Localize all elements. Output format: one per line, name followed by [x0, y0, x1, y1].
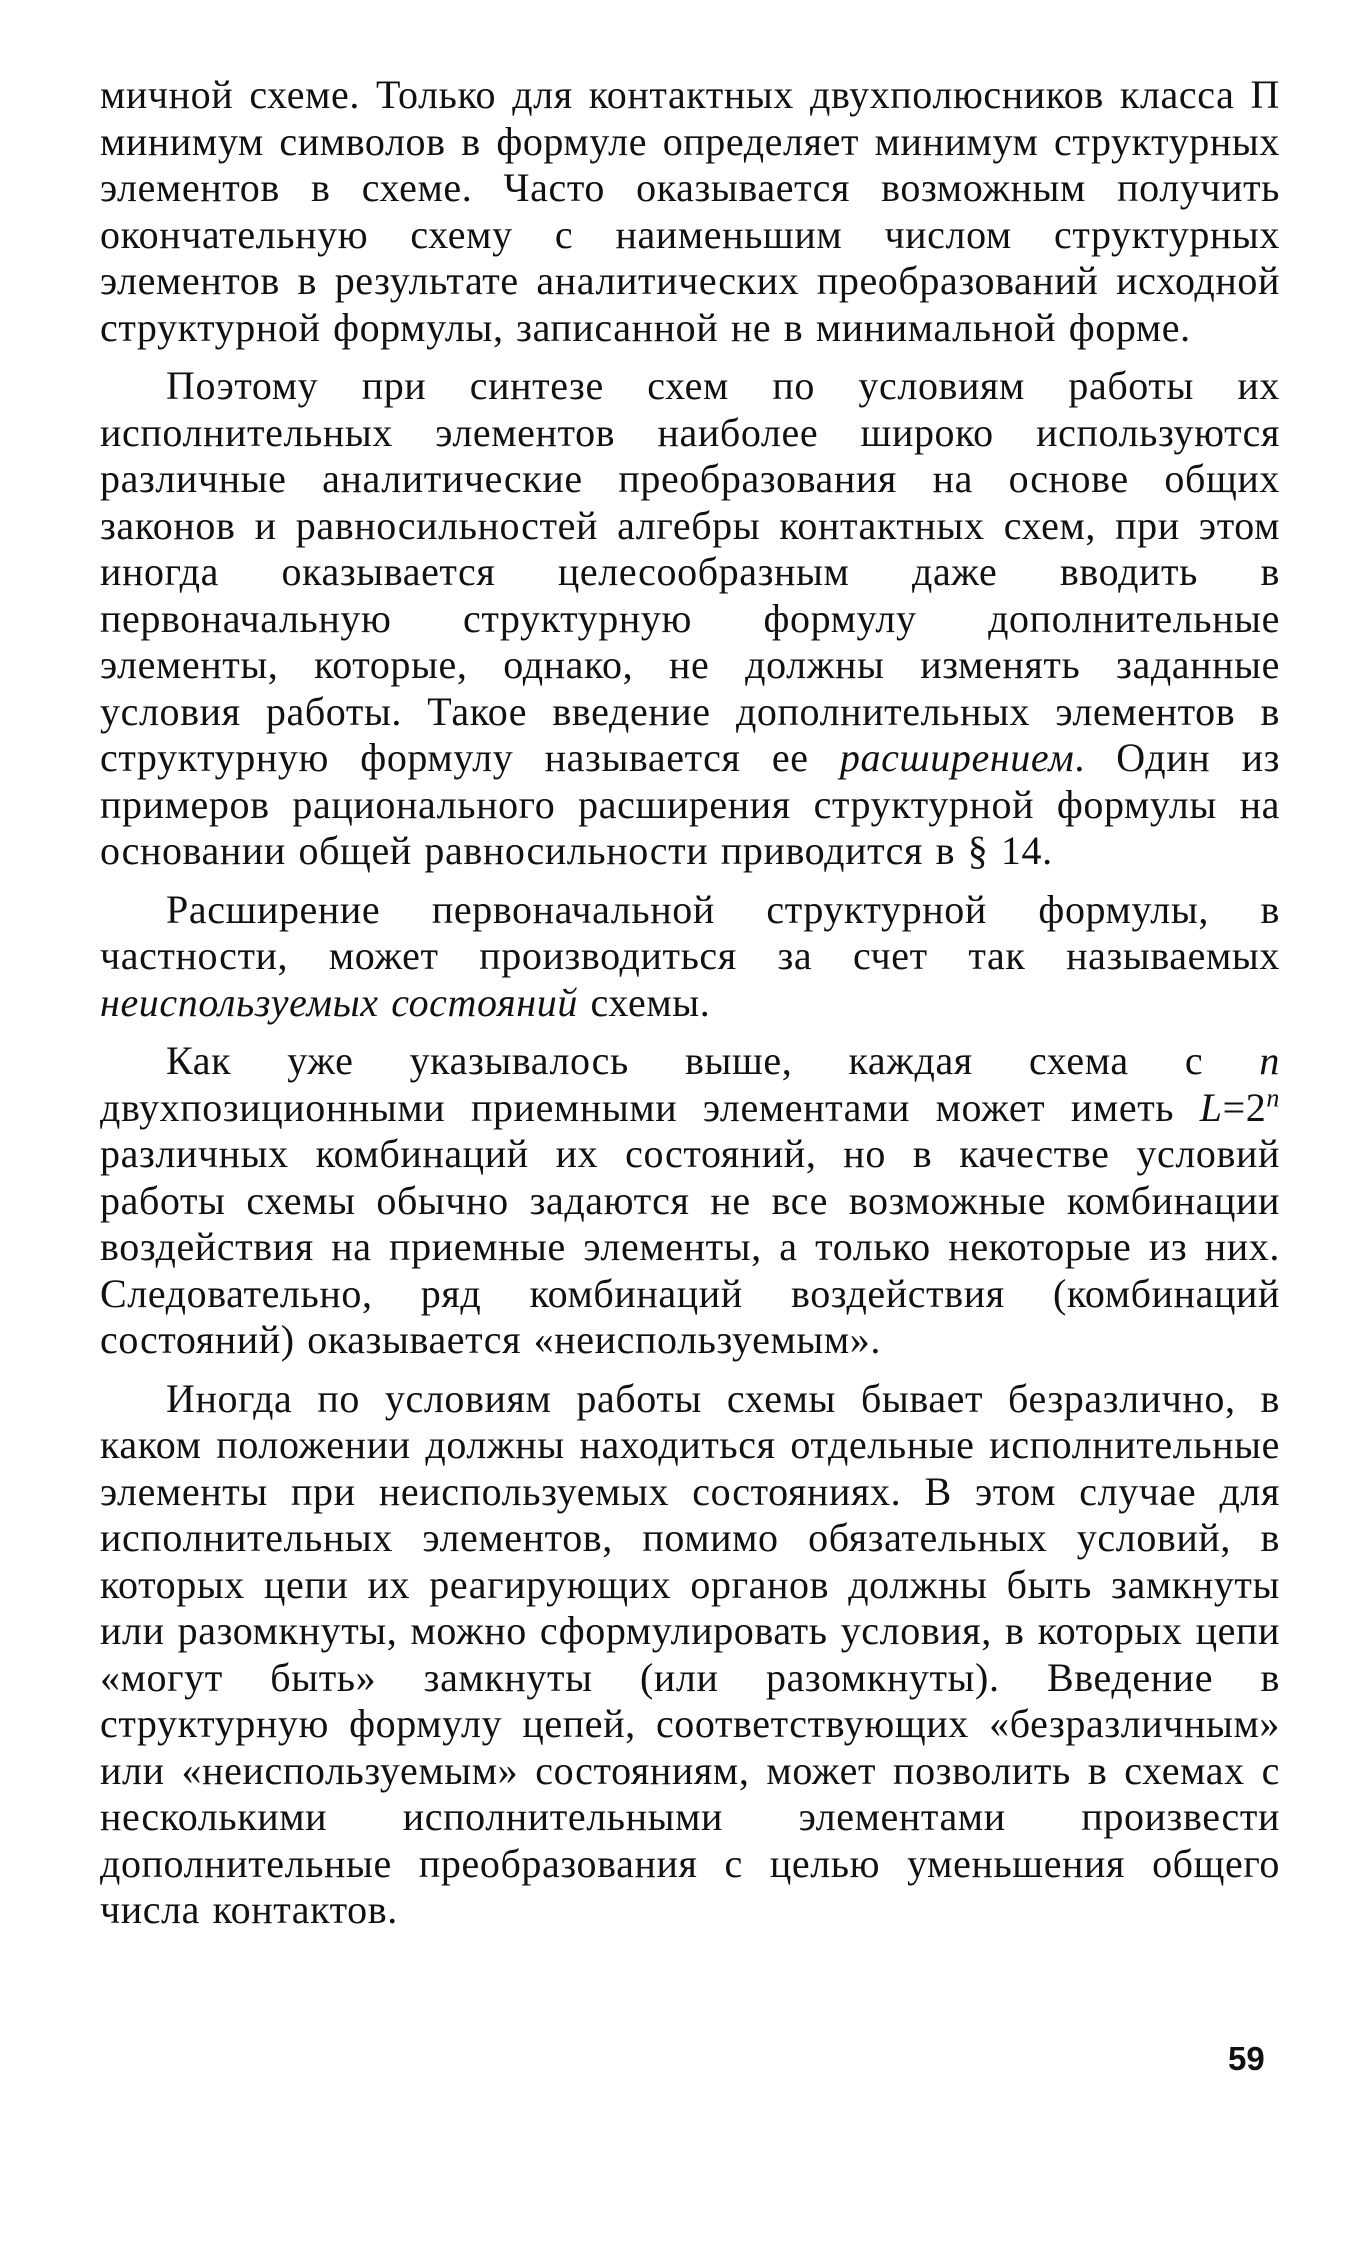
paragraph-text: схемы.: [577, 979, 711, 1025]
paragraph-text: двухпозиционными приемными элементами может иметь: [100, 1084, 1200, 1130]
paragraph-expansion: [100, 887, 1280, 1027]
paragraph-analytic-transformations: [100, 363, 1280, 875]
paragraph-unused-states: [100, 1038, 1280, 1364]
paragraph-text: Как уже указывалось выше, каждая схема с: [166, 1038, 1260, 1083]
formula-exponent: n: [1266, 1083, 1280, 1113]
paragraph-text: Расширение первоначальной структурной формулы, в частности, может производиться за счет так называемых: [100, 886, 1280, 978]
formula-equals: =2: [1222, 1084, 1267, 1130]
paragraph-text: различных комбинаций их состояний, но в качестве условий работы схемы обычно задаются не все возможные комбинации воздействия на приемные элементы, а только некоторые из них. Следовательно, ряд комбинаций воздействия (комбинаций состояний) оказывается «неиспользуемым».: [100, 1131, 1280, 1362]
page-body: [100, 72, 1280, 1946]
page-number: 59: [1228, 2040, 1265, 2077]
paragraph-continuation: мичной схеме. Только для контактных двухполюсников класса П минимум символов в формуле определяет минимум структурных элементов в схеме. Часто оказывается возможным получить окончательную схему с наименьшим числом структурных элементов в результате аналитических преобразований исходной структурной формулы, записанной не в минимальной форме.: [100, 72, 1280, 350]
paragraph-text: . Один из примеров рационального расширения структурной формулы на основании общей равносильности приводится в § 14.: [100, 735, 1280, 873]
emphasis-term: расширением: [839, 735, 1075, 780]
formula: [1200, 1085, 1280, 1130]
paragraph-indifferent-states: Иногда по условиям работы схемы бывает безразлично, в каком положении должны находиться отдельные исполнительные элементы при неиспользуемых состояниях. В этом случае для исполнительных элементов, помимо обязательных условий, в которых цепи их реагирующих органов должны быть замкнуты или разомкнуты, можно сформулировать условия, в которых цепи «могут быть» замкнуты (или разомкнуты). Введение в структурную формулу цепей, соответствующих «безразличным» или «неиспользуемым» состояниям, может позволить в схемах с несколькими исполнительными элементами произвести дополнительные преобразования с целью уменьшения общего числа контактов.: [100, 1375, 1280, 1932]
paragraph-text: Поэтому при синтезе схем по условиям работы их исполнительных элементов наиболее широко используются различные аналитические преобразования на основе общих законов и равносильностей алгебры контактных схем, при этом иногда оказывается целесообразным даже вводить в первоначальную структурную формулу дополнительные элементы, которые, однако, не должны изменять заданные условия работы. Такое введение дополнительных элементов в структурную формулу называется ее: [100, 363, 1280, 780]
emphasis-term: неиспользуемых состояний: [100, 979, 578, 1025]
math-variable: n: [1259, 1038, 1280, 1083]
formula-lhs: L: [1199, 1084, 1223, 1130]
